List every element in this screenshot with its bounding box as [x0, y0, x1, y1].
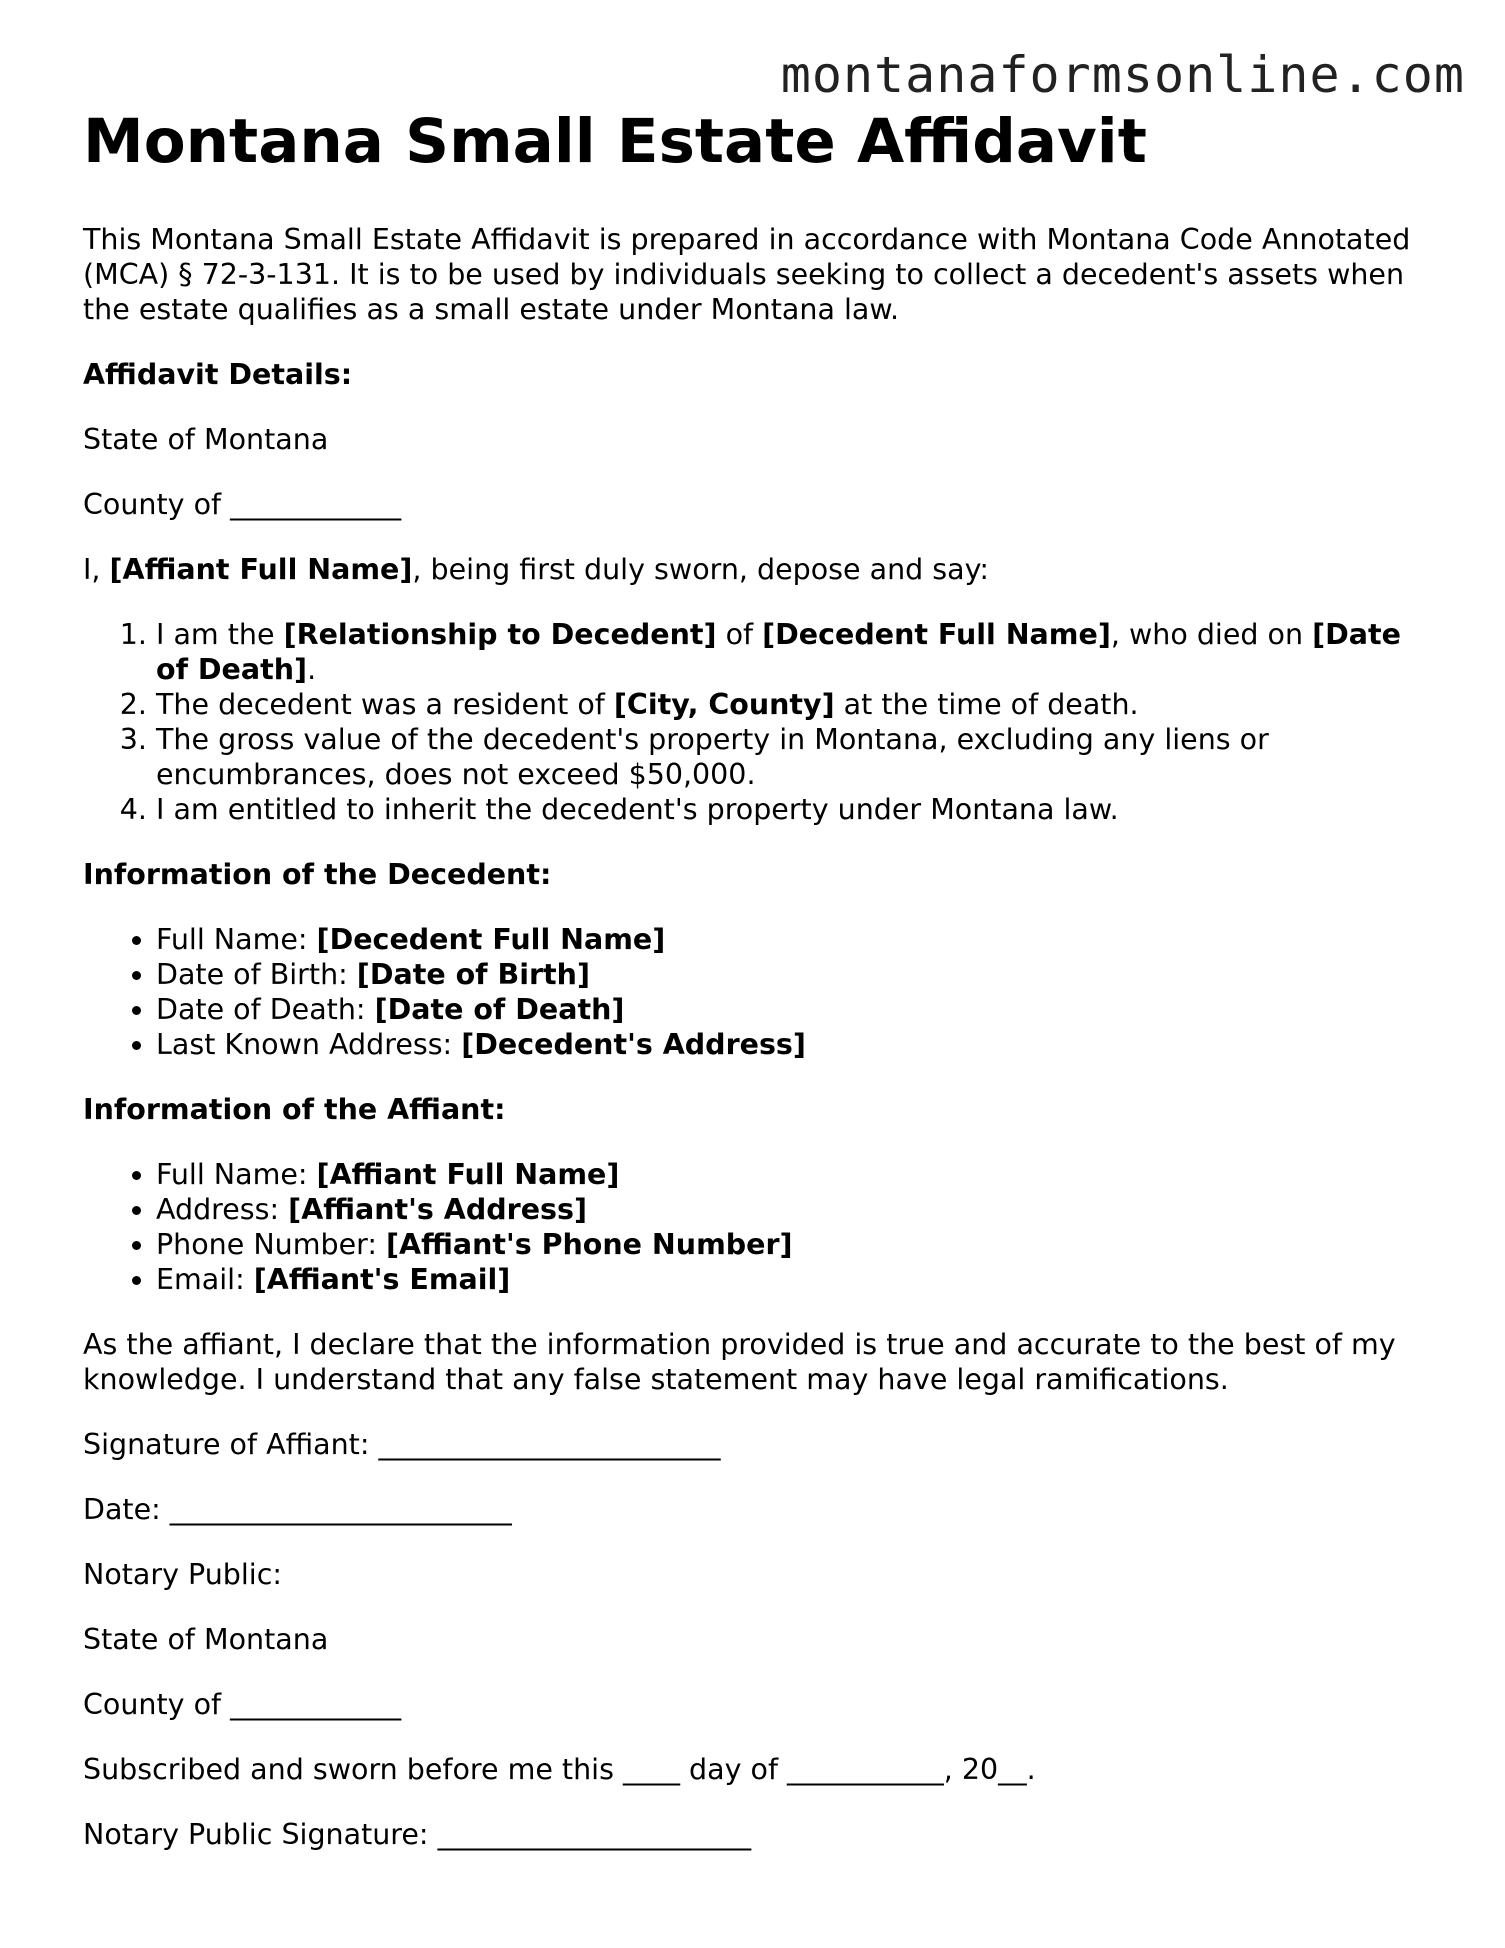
statements-list — [83, 617, 1423, 827]
list-item: • Date of Birth: [Date of Birth] — [156, 957, 1423, 992]
statement-item: 1. I am the [Relationship to Decedent] of [Decedent Full Name], who died on [Date of Death]. — [156, 617, 1423, 687]
declaration-paragraph: As the affiant, I declare that the information provided is true and accurate to the best of my knowledge. I understand that any false statement may have legal ramifications. — [83, 1328, 1396, 1396]
list-item: • Date of Death: [Date of Death] — [156, 992, 1423, 1027]
subscribed-line: Subscribed and sworn before me this ____ day of ___________, 20__. — [83, 1753, 1036, 1786]
notary-signature-line: Notary Public Signature: ______________________ — [83, 1818, 752, 1851]
document-title: Montana Small Estate Affidavit — [83, 106, 1147, 177]
decedent-heading: Information of the Decedent: — [83, 858, 552, 891]
list-item: • Phone Number: [Affiant's Phone Number] — [156, 1227, 1423, 1262]
statement-item: 3. The gross value of the decedent's property in Montana, excluding any liens or encumbrances, does not exceed $50,000. — [156, 722, 1423, 792]
statement-item: 4. I am entitled to inherit the decedent's property under Montana law. — [156, 792, 1423, 827]
oath-line: I, [Affiant Full Name], being first duly sworn, depose and say: — [83, 553, 990, 586]
list-item: • Address: [Affiant's Address] — [156, 1192, 1423, 1227]
list-item: • Last Known Address: [Decedent's Address] — [156, 1027, 1423, 1062]
list-item: • Full Name: [Decedent Full Name] — [156, 922, 1423, 957]
affiant-signature-line: Signature of Affiant: ________________________ — [83, 1428, 721, 1461]
county-line: County of ____________ — [83, 488, 402, 521]
document-page — [83, 102, 1423, 1882]
list-item: • Email: [Affiant's Email] — [156, 1262, 1423, 1297]
affidavit-details-heading: Affidavit Details: — [83, 358, 353, 391]
decedent-list — [83, 922, 1423, 1062]
notary-label: Notary Public: — [83, 1558, 282, 1591]
watermark-text: montanaformsonline.com — [780, 46, 1465, 104]
notary-state-line: State of Montana — [83, 1623, 329, 1656]
notary-county-line: County of ____________ — [83, 1688, 402, 1721]
affiant-heading: Information of the Affiant: — [83, 1093, 506, 1126]
affiant-list — [83, 1157, 1423, 1297]
state-line: State of Montana — [83, 423, 329, 456]
list-item: • Full Name: [Affiant Full Name] — [156, 1157, 1423, 1192]
intro-paragraph: This Montana Small Estate Affidavit is prepared in accordance with Montana Code Annotated (MCA) § 72-3-131. It is to be used by individuals seeking to collect a decedent's assets when the estate qualifies as a small estate under Montana law. — [83, 223, 1411, 326]
date-line: Date: ________________________ — [83, 1493, 512, 1526]
statement-item: 2. The decedent was a resident of [City, County] at the time of death. — [156, 687, 1423, 722]
